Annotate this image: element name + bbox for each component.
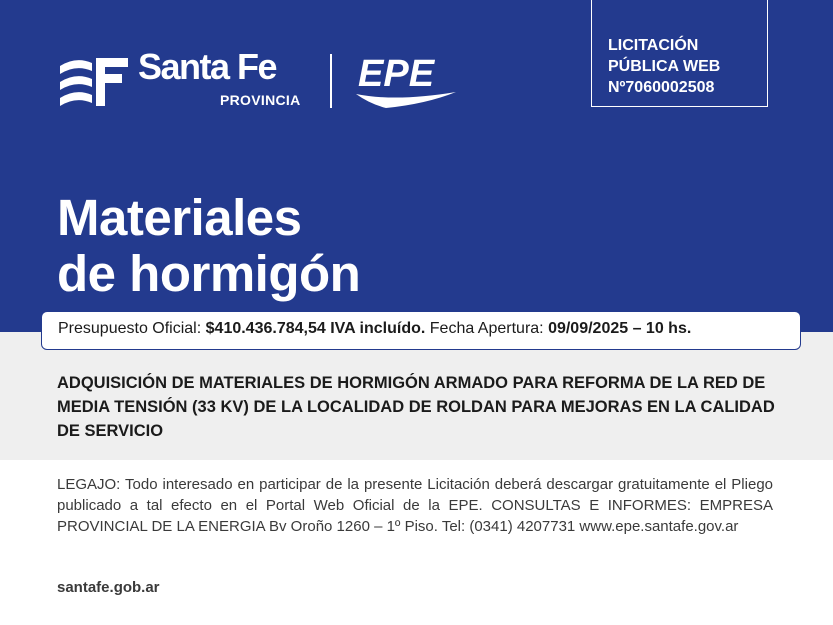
legal-notice: LEGAJO: Todo interesado en participar de la presente Licitación deberá descargar gratuitamente el Pliego publicado a tal efecto en el Portal Web Oficial de la EPE. CONSULTAS E INFORMES: EMPRESA PROVINCIAL DE LA ENERGIA Bv Oroño 1260 – 1º Piso. Tel: (0341) 4207731 www.epe.santafe.gov.ar — [57, 476, 773, 535]
budget-amount: $410.436.784,54 IVA incluído. — [205, 320, 426, 337]
brand-subtitle: PROVINCIA — [220, 92, 301, 108]
budget-label: Presupuesto Oficial: — [58, 320, 202, 337]
opening-date-value: 09/09/2025 – 10 hs. — [548, 320, 692, 337]
opening-date-label: Fecha Apertura: — [429, 320, 544, 337]
logo-divider — [330, 54, 332, 108]
title-line-1: Materiales — [57, 189, 302, 246]
badge-line-2: PÚBLICA WEB — [608, 58, 721, 75]
page-title — [57, 190, 360, 302]
badge-line-1: LICITACIÓN — [608, 37, 699, 54]
tender-description: ADQUISICIÓN DE MATERIALES DE HORMIGÓN ARMADO PARA REFORMA DE LA RED DE MEDIA TENSIÓN (33 KV) DE LA LOCALIDAD DE ROLDAN PARA MEJORAS EN LA CALIDAD DE SERVICIO — [57, 374, 775, 440]
footer-website: santafe.gob.ar — [57, 579, 160, 596]
badge-tender-number: Nº7060002508 — [608, 79, 715, 96]
brand-name: Santa Fe — [138, 46, 277, 87]
santa-fe-emblem-icon — [58, 54, 130, 106]
budget-box — [41, 311, 801, 350]
title-line-2: de hormigón — [57, 245, 361, 302]
tender-badge — [591, 0, 768, 107]
epe-logo — [356, 54, 460, 108]
svg-text:EPE: EPE — [358, 54, 435, 95]
